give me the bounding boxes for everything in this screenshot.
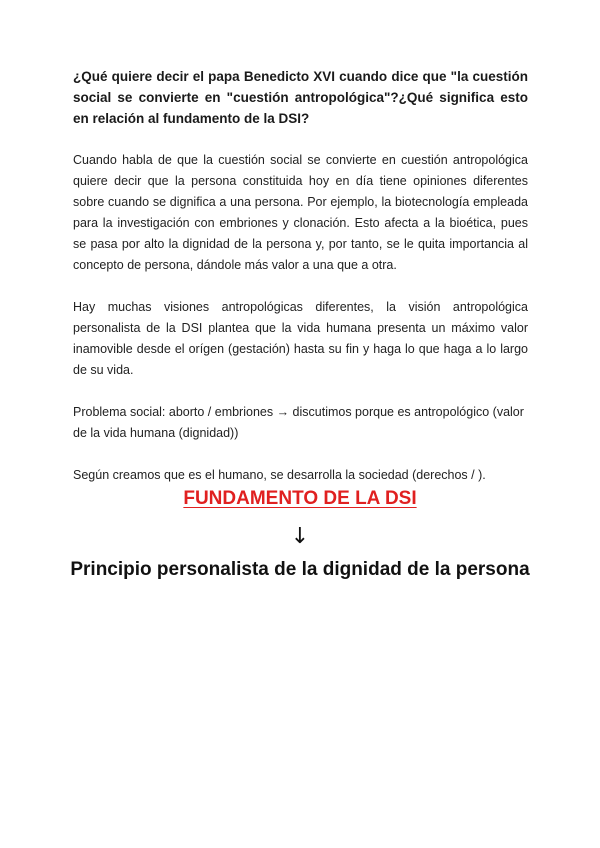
paragraph-social-problem: Problema social: aborto / embriones → discutimos porque es antropológico (valor de la vida humana (dignidad))	[73, 405, 524, 440]
paragraph-anthropological-question: Cuando habla de que la cuestión social se convierte en cuestión antropológica quiere decir que la persona constituida hoy en día tiene opiniones diferentes sobre cuando se dignifica a una persona. Por ejemplo, la biotecnología empleada para la investigación con embriones y clonación. Esto afecta a la bioética, pues se pasa por alto la dignidad de la persona y, por tanto, se le quita importancia al concepto de persona, dándole más valor a una que a otra.	[73, 153, 528, 272]
question-text: ¿Qué quiere decir el papa Benedicto XVI cuando dice que "la cuestión social se convierte en "cuestión antropológica"?¿Qué significa esto en relación al fundamento de la DSI?	[73, 69, 528, 126]
paragraph-society-development: Según creamos que es el humano, se desarrolla la sociedad (derechos / ).	[73, 468, 486, 482]
document-body	[73, 66, 528, 507]
paragraph-personalist-vision: Hay muchas visiones antropológicas diferentes, la visión antropológica personalista de la DSI plantea que la vida humana presenta un máximo valor inamovible desde el orígen (gestación) hasta su fin y haga lo que haga a lo largo de su vida.	[73, 300, 528, 377]
principle-heading: Principio personalista de la dignidad de la persona	[70, 559, 530, 580]
section-heading: FUNDAMENTO DE LA DSI	[183, 488, 417, 509]
down-arrow-icon: ↓	[290, 524, 310, 549]
